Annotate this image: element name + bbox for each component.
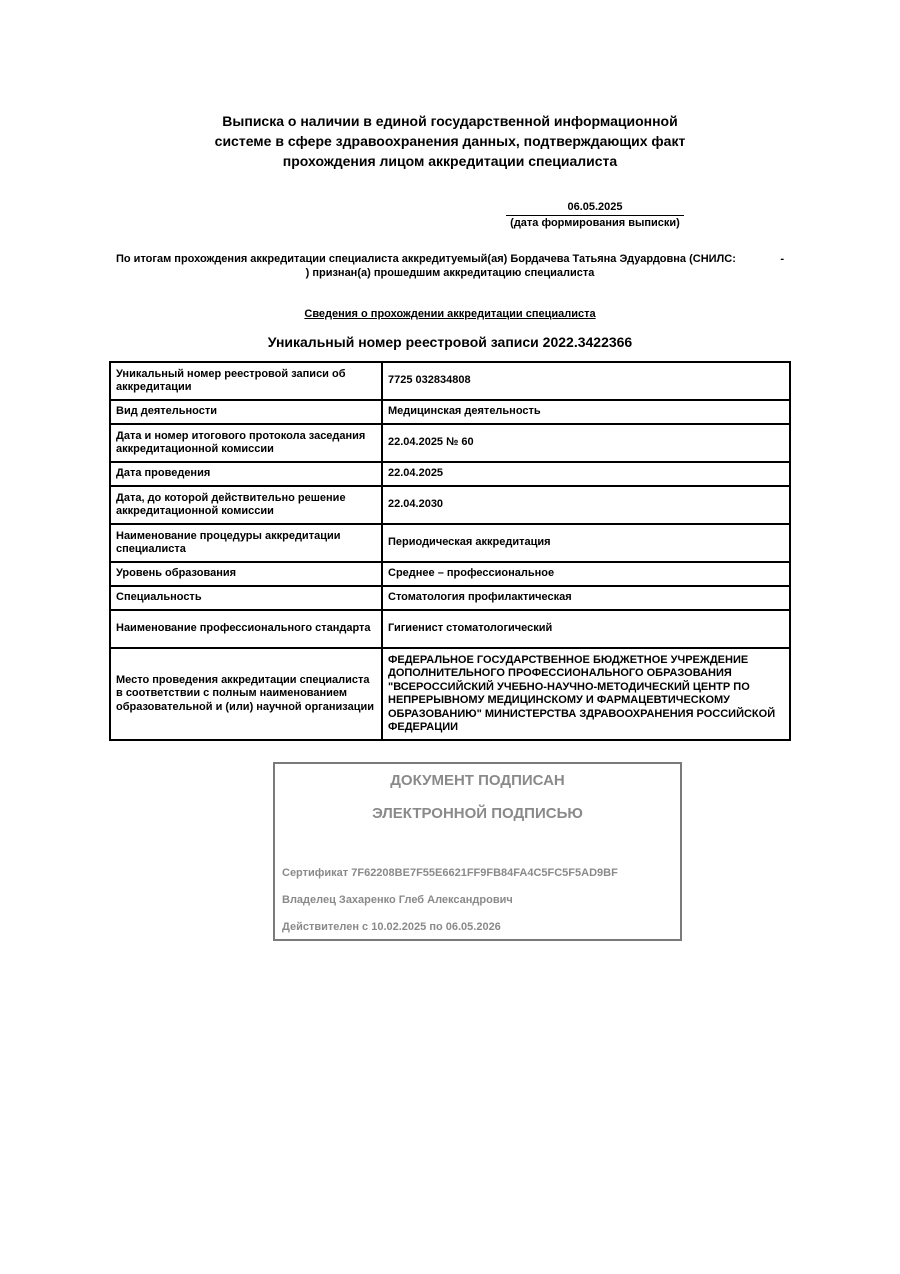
row-label: Специальность <box>110 586 382 610</box>
document-title <box>150 111 750 171</box>
statement-line-2: ) признан(а) прошедшим аккредитацию специалиста <box>305 267 595 279</box>
accreditation-statement <box>108 252 792 280</box>
table-row <box>110 524 790 562</box>
formation-date: 06.05.2025 <box>506 200 684 216</box>
row-value: 7725 032834808 <box>382 362 790 400</box>
row-label: Дата проведения <box>110 462 382 486</box>
row-value: Гигиенист стоматологический <box>382 610 790 648</box>
section-heading: Сведения о прохождении аккредитации специалиста <box>304 308 596 320</box>
stamp-title-line-2: ЭЛЕКТРОННОЙ ПОДПИСЬЮ <box>372 805 583 822</box>
row-label: Наименование профессионального стандарта <box>110 610 382 648</box>
title-line: системе в сфере здравоохранения данных, подтверждающих факт <box>214 133 686 149</box>
row-label: Дата и номер итогового протокола заседания аккредитационной комиссии <box>110 424 382 462</box>
table-row <box>110 586 790 610</box>
table-row <box>110 362 790 400</box>
formation-date-caption: (дата формирования выписки) <box>510 217 680 229</box>
accreditation-info-table <box>109 361 791 741</box>
table-row <box>110 648 790 740</box>
row-label: Уровень образования <box>110 562 382 586</box>
electronic-signature-stamp <box>273 762 682 941</box>
title-line: прохождения лицом аккредитации специалиста <box>282 153 618 169</box>
stamp-owner: Владелец Захаренко Глеб Александрович <box>282 894 513 906</box>
row-value: 22.04.2025 № 60 <box>382 424 790 462</box>
stamp-title-line-1: ДОКУМЕНТ ПОДПИСАН <box>390 772 565 789</box>
table-row <box>110 400 790 424</box>
row-value: 22.04.2025 <box>382 462 790 486</box>
row-label: Уникальный номер реестровой записи об аккредитации <box>110 362 382 400</box>
registry-number-heading: Уникальный номер реестровой записи 2022.3422366 <box>267 334 633 350</box>
title-line: Выписка о наличии в единой государственной информационной <box>222 113 678 129</box>
table-row <box>110 424 790 462</box>
snils-value: - <box>780 253 784 265</box>
row-value: Медицинская деятельность <box>382 400 790 424</box>
table-row <box>110 486 790 524</box>
table-row <box>110 462 790 486</box>
table-row <box>110 610 790 648</box>
row-value: Периодическая аккредитация <box>382 524 790 562</box>
formation-date-block <box>506 200 684 230</box>
row-value: Среднее – профессиональное <box>382 562 790 586</box>
stamp-validity: Действителен с 10.02.2025 по 06.05.2026 <box>282 921 501 933</box>
statement-text: По итогам прохождения аккредитации специалиста аккредитуемый(ая) Бордачева Татьяна Эдуардовна (СНИЛС: <box>116 253 736 265</box>
row-value: 22.04.2030 <box>382 486 790 524</box>
row-label: Наименование процедуры аккредитации специалиста <box>110 524 382 562</box>
stamp-certificate: Сертификат 7F62208BE7F55E6621FF9FB84FA4C5FC5F5AD9BF <box>282 867 618 879</box>
row-value: Стоматология профилактическая <box>382 586 790 610</box>
row-label: Место проведения аккредитации специалиста в соответствии с полным наименованием образовательной и (или) научной организации <box>110 648 382 740</box>
row-label: Дата, до которой действительно решение аккредитационной комиссии <box>110 486 382 524</box>
row-label: Вид деятельности <box>110 400 382 424</box>
row-value: ФЕДЕРАЛЬНОЕ ГОСУДАРСТВЕННОЕ БЮДЖЕТНОЕ УЧРЕЖДЕНИЕ ДОПОЛНИТЕЛЬНОГО ПРОФЕССИОНАЛЬНОГО ОБРАЗОВАНИЯ "ВСЕРОССИЙСКИЙ УЧЕБНО-НАУЧНО-МЕТОДИЧЕСКИЙ ЦЕНТР ПО НЕПРЕРЫВНОМУ МЕДИЦИНСКОМУ И ФАРМАЦЕВТИЧЕСКОМУ ОБРАЗОВАНИЮ" МИНИСТЕРСТВА ЗДРАВООХРАНЕНИЯ РОССИЙСКОЙ ФЕДЕРАЦИИ <box>382 648 790 740</box>
statement-line-1 <box>108 252 792 266</box>
table-row <box>110 562 790 586</box>
